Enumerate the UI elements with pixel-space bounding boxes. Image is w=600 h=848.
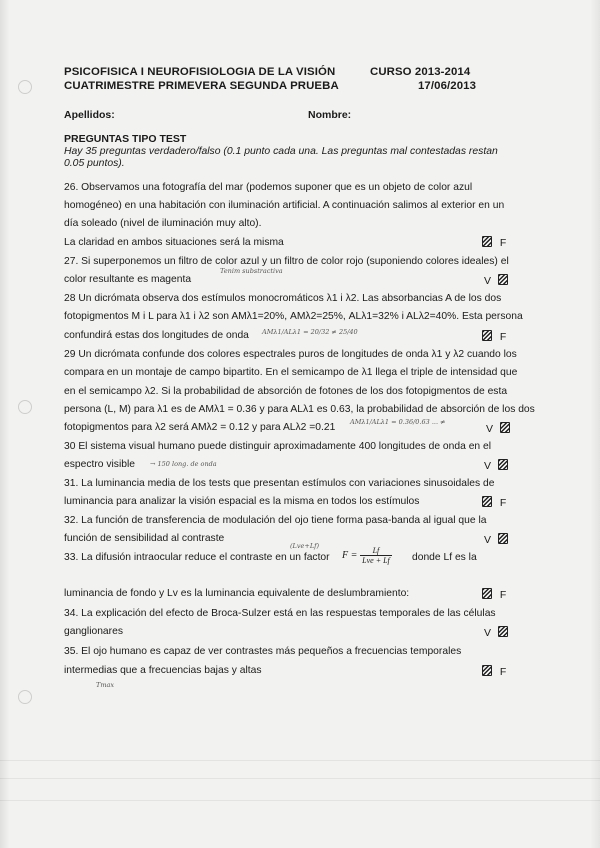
q30-v: V	[484, 460, 492, 472]
q32-line1: 32. La función de transferencia de modulación del ojo tiene forma pasa-banda al igual que la	[64, 515, 487, 526]
q34-line1: 34. La explicación del efecto de Broca-Sulzer está en las respuestas temporales de las células	[64, 608, 496, 619]
q30-line1: 30 El sistema visual humano puede distinguir aproximadamente 400 longitudes de onda en el	[64, 441, 492, 452]
q27-v: V	[484, 275, 492, 287]
q29-line1: 29 Un dicrómata confunde dos colores espectrales puros de longitudes de onda λ1 y λ2 cuando los	[64, 349, 517, 360]
q27-handwritten-note: Tenim substractiva	[220, 267, 283, 275]
q35-mark-v	[482, 665, 492, 676]
q32-mark-f	[498, 533, 508, 544]
q33-numerator: Lf	[360, 546, 392, 556]
q29-line5: fotopigmentos para λ2 será AMλ2 = 0.12 y para ALλ2 =0.21	[64, 422, 336, 433]
q35-answer	[482, 665, 506, 678]
q31-answer	[482, 496, 506, 509]
q31-line1: 31. La luminancia media de los tests que presentan estímulos con variaciones sinusoidales de	[64, 478, 495, 489]
q35-line2: intermedias que a frecuencias bajas y altas	[64, 665, 262, 676]
instructions-line2: 0.05 puntos).	[64, 158, 125, 169]
q29-handwritten-note: AMλ1/ALλ1 = 0.36/0.63 ... ≠	[350, 418, 446, 426]
q35-handwritten-note: Tmax	[96, 681, 115, 689]
q32-line2: función de sensibilidad al contraste	[64, 533, 225, 544]
q26-line4: La claridad en ambos situaciones será la misma	[64, 237, 284, 248]
apellidos-label: Apellidos:	[64, 109, 115, 121]
q35-f: F	[499, 666, 507, 678]
q27-answer	[484, 274, 509, 287]
q26-line2: homogéneo) en una habitación con iluminación artificial. A continuación salimos al exterior en un	[64, 200, 505, 211]
q27-mark-f	[498, 274, 508, 285]
q26-line1: 26. Observamos una fotografía del mar (podemos suponer que es un objeto de color azul	[64, 182, 473, 193]
q32-answer	[484, 533, 509, 546]
binder-hole-mark	[18, 80, 32, 94]
q32-v: V	[484, 534, 492, 546]
header-title-line2: CUATRIMESTRE PRIMEVERA SEGUNDA PRUEBA	[64, 80, 339, 92]
scan-edge-right	[590, 0, 600, 848]
q28-f: F	[499, 331, 507, 343]
q31-mark-v	[482, 496, 492, 507]
q28-line3: confundirá estas dos longitudes de onda	[64, 330, 249, 341]
binder-hole-mark	[18, 690, 32, 704]
q33-line1: 33. La difusión intraocular reduce el contraste en un factor	[64, 552, 330, 563]
q28-line2: fotopigmentos M i L para λ1 i λ2 son AMλ1=20%, AMλ2=25%, ALλ1=32% i ALλ2=40%. Esta persona	[64, 311, 523, 322]
q26-mark-v	[482, 236, 492, 247]
q26-f: F	[499, 237, 507, 249]
q27-line2: color resultante es magenta	[64, 274, 192, 285]
q28-line1: 28 Un dicrómata observa dos estímulos monocromáticos λ1 i λ2. Las absorbancias A de los dos	[64, 293, 502, 304]
header-date: 17/06/2013	[418, 80, 477, 92]
q29-v: V	[486, 423, 494, 435]
scan-bleed-line	[0, 778, 600, 779]
q29-line2: compara en un montaje de campo bipartito. En el semicampo de λ1 llega el triple de intensidad que	[64, 367, 518, 378]
q27-line1: 27. Si superponemos un filtro de color azul y un filtro de color rojo (suponiendo colores ideales) el	[64, 256, 509, 267]
q31-f: F	[499, 497, 507, 509]
q28-handwritten-note: AMλ1/ALλ1 = 20/32 ≠ 25/40	[262, 328, 358, 336]
q26-answer	[482, 236, 506, 249]
q33-line2: luminancia de fondo y Lv es la luminancia equivalente de deslumbramiento:	[64, 588, 410, 599]
q29-line3: en el semicampo λ2. Si la probabilidad de absorción de fotones de los dos fotopigmentos de esta	[64, 386, 508, 397]
q33-handwritten-note: (Lve+Lf)	[290, 542, 320, 550]
q34-v: V	[484, 627, 492, 639]
q30-handwritten-note: → 150 long. de onda	[150, 460, 217, 468]
q29-mark-f	[500, 422, 510, 433]
q26-line3: día soleado (nivel de iluminación muy alto).	[64, 218, 262, 229]
header-course: CURSO 2013-2014	[370, 66, 471, 78]
section-title: PREGUNTAS TIPO TEST	[64, 133, 187, 145]
q29-line4: persona (L, M) para λ1 es de AMλ1 = 0.36 y para ALλ1 es 0.63, la probabilidad de absorción de los dos	[64, 404, 535, 415]
q35-line1: 35. El ojo humano es capaz de ver contrastes más pequeños a frecuencias temporales	[64, 646, 462, 657]
q33-denominator: Lve + Lf	[362, 556, 390, 565]
instructions-line1: Hay 35 preguntas verdadero/falso (0.1 punto cada una. Las preguntas mal contestadas restan	[64, 146, 498, 157]
binder-hole-mark	[18, 400, 32, 414]
scan-edge-left	[0, 0, 10, 848]
q33-f: F	[499, 589, 507, 601]
q30-mark-f	[498, 459, 508, 470]
q33-answer	[482, 588, 506, 601]
q33-formula	[342, 546, 392, 565]
scan-bleed-line	[0, 800, 600, 801]
q33-formula-lhs: F =	[342, 550, 358, 562]
q34-line2: ganglionares	[64, 626, 123, 637]
scan-bleed-line	[0, 760, 600, 761]
q28-answer	[482, 330, 506, 343]
q33-fraction	[360, 546, 392, 565]
q30-answer	[484, 459, 509, 472]
q29-answer	[486, 422, 511, 435]
q33-mark-v	[482, 588, 492, 599]
q31-line2: luminancia para analizar la visión espacial es la misma en todos los estímulos	[64, 496, 420, 507]
q34-mark-f	[498, 626, 508, 637]
header-title-line1: PSICOFISICA I NEUROFISIOLOGIA DE LA VISIÓN	[64, 66, 336, 78]
q28-mark-v	[482, 330, 492, 341]
q33-line1-tail: donde Lf es la	[412, 552, 477, 563]
q30-line2: espectro visible	[64, 459, 135, 470]
nombre-label: Nombre:	[308, 109, 352, 121]
q34-answer	[484, 626, 509, 639]
